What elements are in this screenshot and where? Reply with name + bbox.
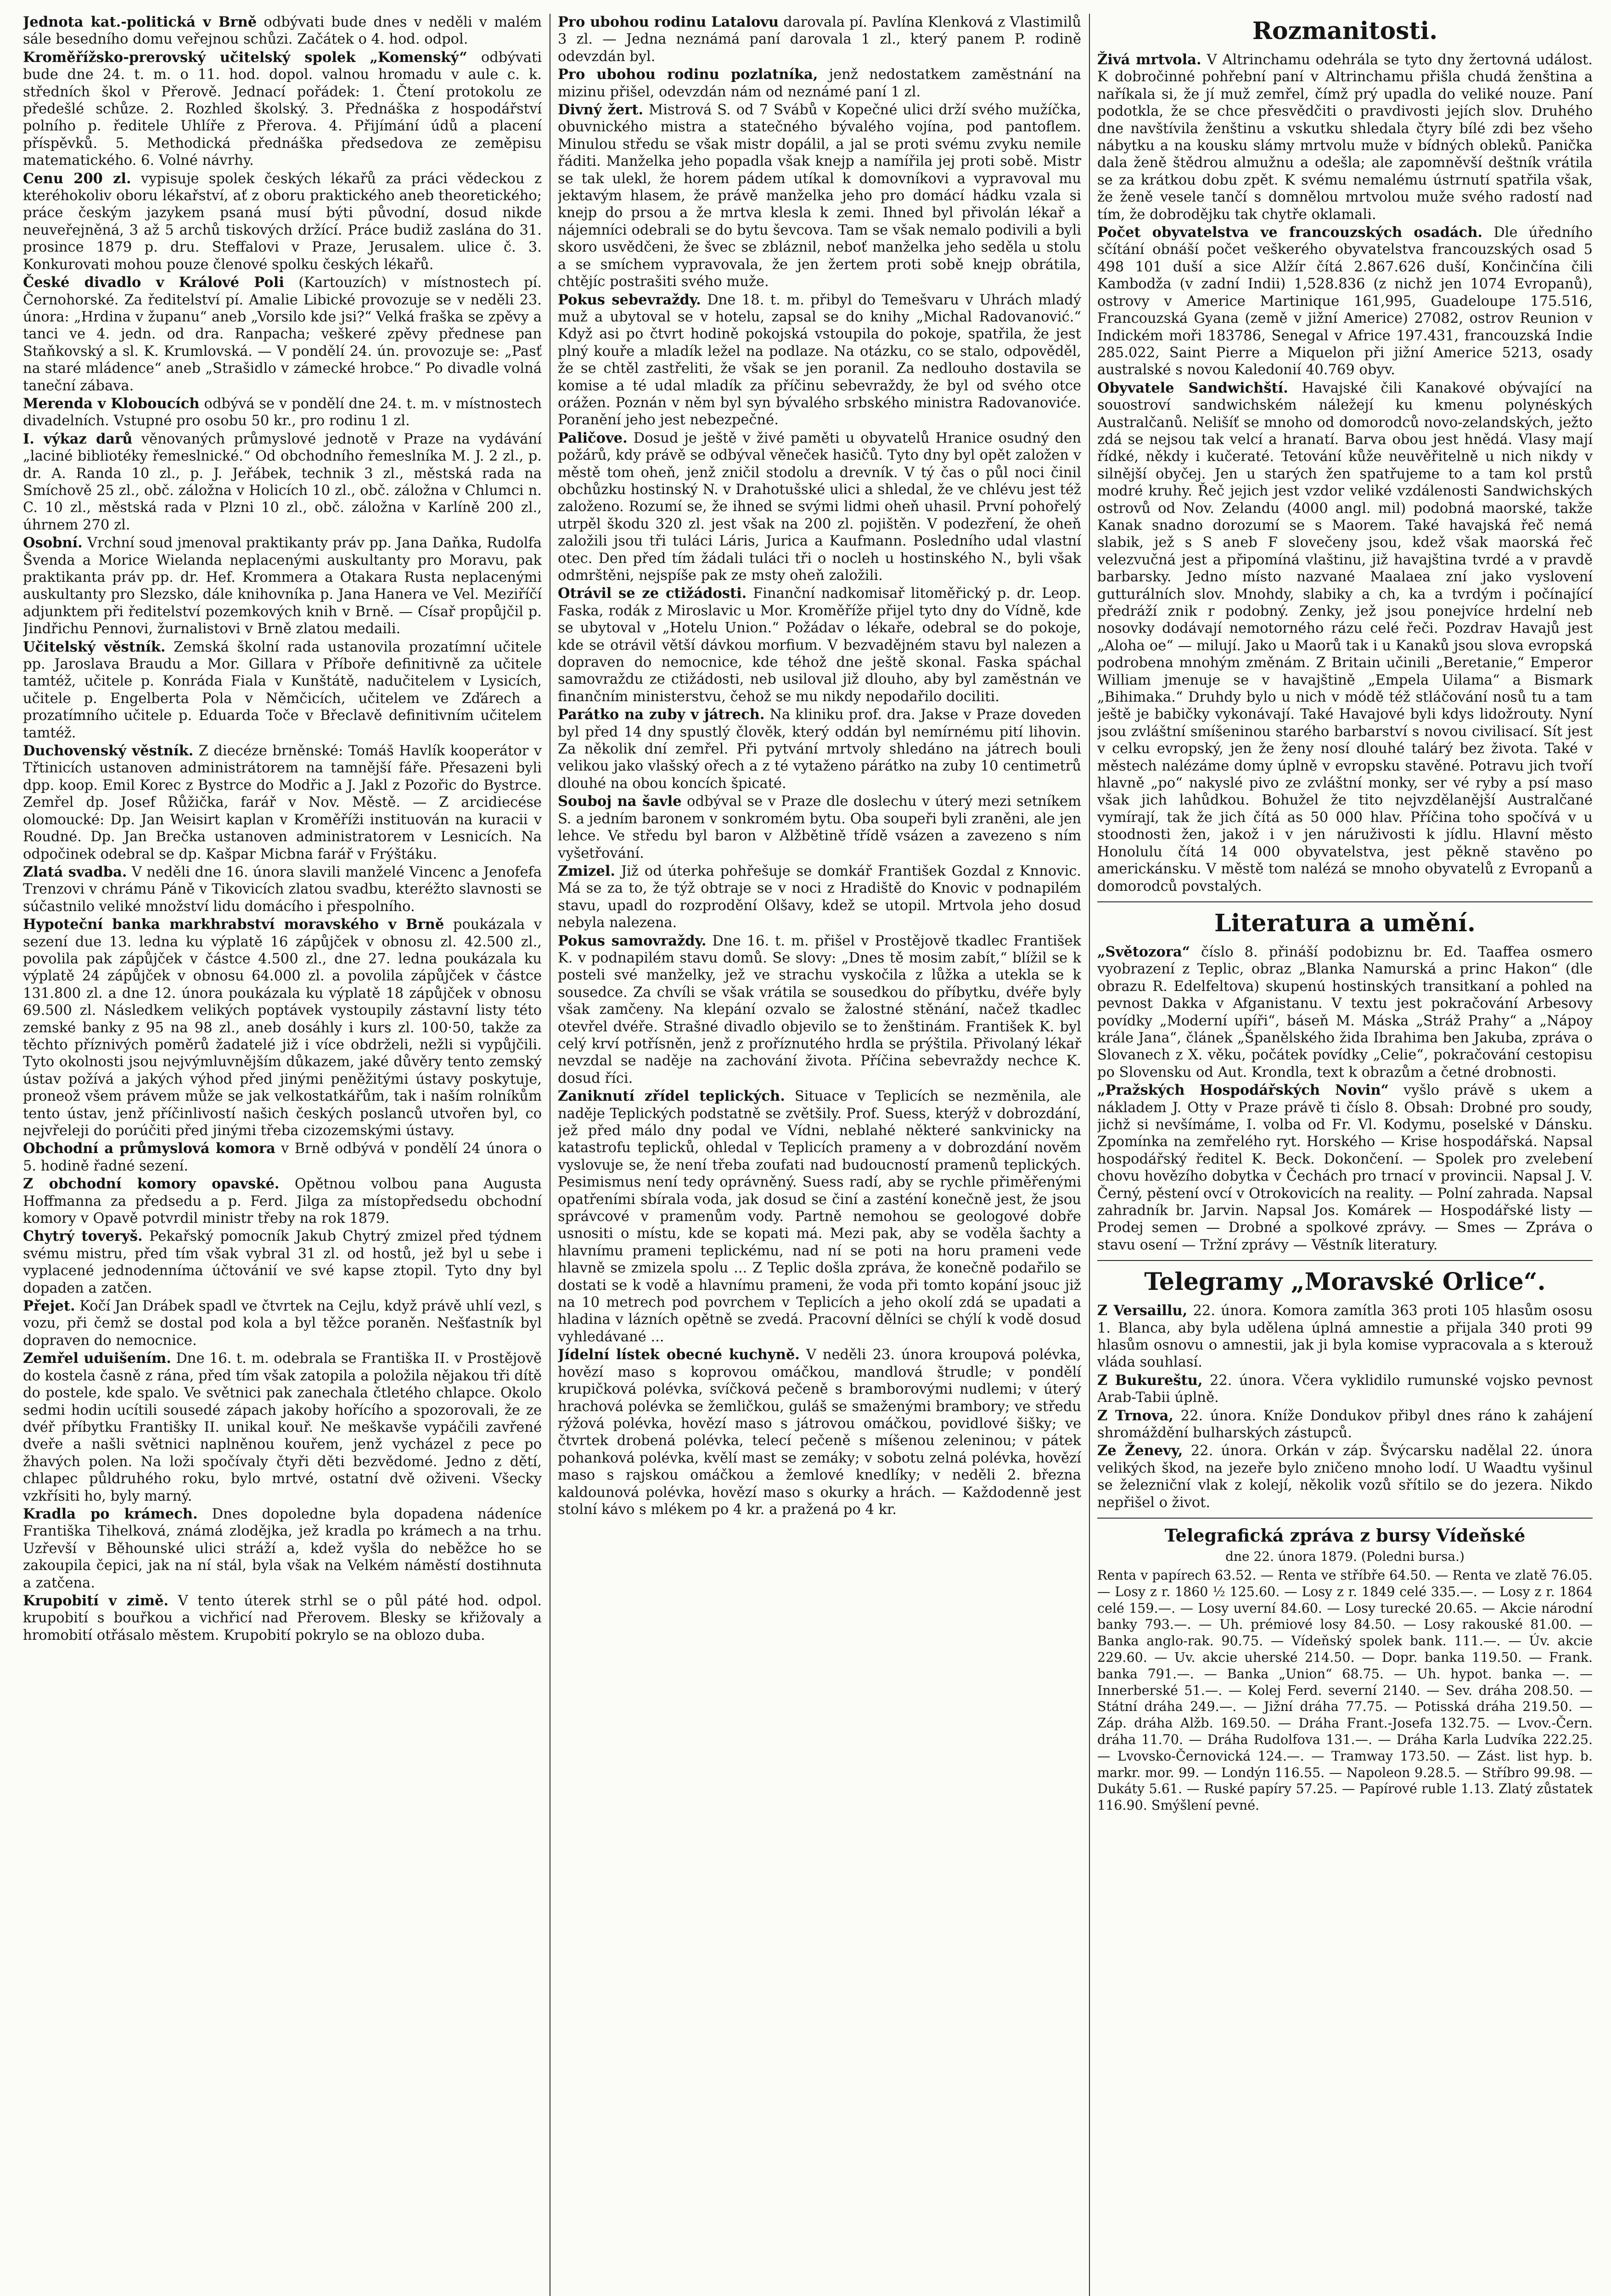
news-item [558,793,1081,862]
news-text: Dne 16. t. m. přišel v Prostějově tkadlec František K. v podnapilém stavu domů. Se slovy: „Dnes tě mosim zabít,“ blížil se k posteli své manželky, jež ve strachu vyskočila z lůžka a utekla se k sousedce. Za chvíli se však vrátila se sousedkou do příbytku, dvéře byly však zamčeny. Na klepání ozvalo se žalostné stěnání, načež tkadlec otevřel dvéře. Strašné divadlo objevilo se to ženštinám. František K. byl celý krví potřísněn, jenž z proříznutého hrdla se prýštila. Přivolaný lékař nevzdal se naděje na zachování života. Příčina sebevraždy nechce K. dosud říci. [558,933,1081,1086]
news-headline: Krupobití v zimě. [23,1592,168,1609]
news-text: Finanční nadkomisař litoměřický p. dr. Leop. Faska, rodák z Miroslavic u Mor. Kroměříže přijel tyto dny do Vídně, kde se ubytoval v „Hotelu Union.“ Požádav o lékaře, odebral se do pokoje, kde se otrávil větší dávkou morfium. V bezvadějném stavu byl nalezen a dopraven do nemocnice, kde téhož dne ještě skonal. Faska spáchal samovraždu ze ctižádosti, neb usiloval již dlouho, aby byl zaměstnán ve finančním ministerstvu, čehož se mu nikdy nepodařilo dociliti. [558,585,1081,705]
news-text: vyšlo právě s ukem a nákladem J. Otty v Praze právě ti číslo 8. Obsah: Drobné pro soudy, jichž si nevšímáme, I. volba od Fr. Vl. Kodymu, poselské v Dánsku. Zpomínka na zemřelého ryt. Horského — Krise hospodářská. Napsal hospodářský ředitel K. Beck. Dokončení. — Spolek pro zvelebení chovu hovězího dobytka v Čechách pro trnací v provincii. Napsal J. V. Černý, pěstení ovcí v Otrokovicích na reality. — Polní zahrada. Napsal zahradník br. Jarvin. Napsal Jos. Komárek — Hospodářské listy — Prodej semen — Drobné a spolkové zprávy. — Smes — Zpráva o stavu osení — Tržní zprávy — Věstník literatury. [1097,1082,1593,1253]
news-item [23,49,542,169]
news-text: V neděli dne 16. února slavili manželé Vincenc a Jenofefa Trenzovi v chrámu Páně v Tikovicích zlatou svadbu, kteréžto slavnosti se súčastnilo veliké množství lidu domácího i přespolního. [23,864,542,915]
news-item [1097,51,1593,223]
news-text: Dosud je ještě v živé paměti u obyvatelů Hranice osudný den požárů, kdy právě se odbýval věneček hasičů. Tyto dny byl opět založen v městě tom oheň, jenž zničil stodolu a drevník. V tý čas o půl noci činil obchůzku hostinský N. v Drahotušské ulici a shledal, že ve chlévu jest též založeno. Rozumí se, že ihned se svými lidmi oheň uhasil. První pohořelý utrpěl škodu 320 zl. jest však na 200 zl. pojištěn. V podezření, že oheň založili jsou tři tuláci Láris, Jurica a Kaufmann. Posledního udal vlastní otec. Den před tím žádali tuláci tři o nocleh u hostinského N., byli však odmrštěni, nejspíše pak ze msty oheň založili. [558,430,1081,584]
telegrams-list [1097,1302,1593,1511]
news-headline: Pokus sebevraždy. [558,291,701,308]
news-item [23,916,542,1139]
news-item [558,585,1081,705]
news-item [1097,1407,1593,1442]
news-text: jenž nedostatkem zaměstnání na mizinu přišel, odevzdán nám od neznámé paní 1 zl. [558,67,1081,100]
news-text: Mistrová S. od 7 Svábů v Kopečné ulici drží svého mužíčka, obuvnického mistra a statečného bývalého vojína, pod pantoflem. Minulou středu se však mistr dopálil, a jal se proti svému zvyku nemile řáditi. Manželka jeho popadla však knejp a namířila jej proti sobě. Mistr se tak ulekl, že horem pádem utíkal k domovníkovi a vypravoval mu jektavým hlasem, že právě manželka jeho pro domácí hádku vzala si knejp do prsou a že mrtva klesla k zemi. Ihned byl přivolán lékař a nájemníci odebrali se do bytu ševcova. Tam se však nemalo podivili a byli skoro usvědčeni, že švec se zbláznil, neboť manželka jeho seděla u stolu a se smíchem vypravovala, že jen žertem proti sobě knejp obrátila, chtějíc postrašiti svého muže. [558,102,1081,290]
news-text: 22. února. Komora zamítla 363 proti 105 hlasům ososu 1. Blanca, aby byla udělena úplná amnestie a přijala 340 proti 99 hlasům osnovu o amnestii, jak ji byla komise vypracovala a s kterouž vláda souhlasí. [1097,1303,1593,1371]
news-headline: Divný žert. [558,101,644,118]
news-item [23,864,542,915]
section-divider [1097,1260,1593,1261]
news-headline: České divadlo v Králové Poli [23,274,284,291]
news-item [558,706,1081,792]
news-headline: Kradla po krámech. [23,1505,198,1522]
news-item [558,1346,1081,1518]
news-text: Pekařský pomocník Jakub Chytrý zmizel před týdnem svému mistru, před tím však vybral 31 zl. od hostů, jež byl u sebe i vyplacené jednodenníma účtovánií ve své kapse ztopil. Tyto dny byl dopaden a zatčen. [23,1228,542,1296]
news-item [558,101,1081,290]
news-text: poukázala v sezení due 13. ledna ku výplatě 16 zápůjček v obnosu zl. 42.500 zl., povolila pak zápůjček v částce 4.500 zl., dne 27. ledna poukázala ku výplatě 24 zápůjček v obnosu 64.000 zl. a povolila zápůjček v částce 131.800 zl. a dne 12. února poukázala ku výplatě 18 zápůjček v obnosu 69.500 zl. Následkem velikých poptávek vystoupily zástavní listy této zemské banky z 95 na 98 zl., aneb dosáhly i kurs zl. 100·50, takže za těchto příznivých poměrů žadatelé již i více obdrželi, nežli si vypůjčili. Tyto okolnosti jsou nejvýmluvnějším důkazem, jaké důvěry tento zemský ústav požívá a jakých výhod před jinými peněžitými ústavy poskytuje, proneož všem právem může se jak velkostatkářům, tak i naším rolníkům tento ústav, jenž příčinlivostí našich českých poslanců utvořen byl, co nejvřeleji do porúčiti před jinými třeba cizozemskými ústavy. [23,917,542,1139]
news-headline: Zmizel. [558,862,616,879]
news-headline: „Světozora“ [1097,943,1190,960]
news-headline: Počet obyvatelstva ve francouzských osadách. [1097,224,1483,241]
news-headline: Z Bukureštu, [1097,1372,1203,1389]
news-headline: Živá mrtvola. [1097,51,1201,68]
news-text: (Kartouzích) v místnostech pí. Černohorské. Za ředitelství pí. Amalie Libické provozuje se v neděli 23. února: „Hrdina v županu“ aneb „Vorsilo kde jsi?“ Velká fraška se zpěvy a tanci ve 4. jedn. od dra. Ranpacha; veškeré zpěvy přednese pan Staňkovský a sl. K. Krumlovská. — V pondělí 24. ún. provozuje se: „Pasť na staré mládence“ aneb „Strašidlo v zámecké hrobce.“ Po divadle volná taneční zábava. [23,275,542,394]
news-text: číslo 8. přináší podobiznu br. Ed. Taaffea osmero vyobrazení z Teplic, obraz „Blanka Namurská a princ Hakon“ (dle obrazu R. Edelfeltova) skupenú hostinských transitkaní a pohled na pevnost Dakka v Afganistanu. V textu jest pokračování Arbesovy povídky „Moderní upíři“, báseň M. Máska „Stráž Prahy“ a „Nápoy krále Jana“, článek „Španělského žida Ibrahima ben Jakuba, zpráva o Slovanech z X. věku, počátek povídky „Celie“, pokračování cestopisu po Slovensku od Aut. Krondla, text k obrazům a četné drobnosti. [1097,944,1593,1080]
news-headline: Obchodní a průmyslová komora [23,1140,275,1157]
section-title-miscellany: Rozmanitosti. [1252,17,1438,45]
news-item [23,14,542,48]
column-3 [1097,14,1593,2296]
news-text: odbývati bude dne 24. t. m. o 11. hod. dopol. valnou hromadu v aule c. k. středních škol v Přerově. Jednací pořádek: 1. Čtení protokolu ze předešlé schůze. 2. Rozhled školský. 3. Přednáška z hospodářství polního p. ředitele Uhlíře z Přerova. 4. Přijímání údů a placení příspěvků. 5. Methodická přednáška předsedova ze zeměpisu matematického. 6. Volné návrhy. [23,49,542,169]
news-text: Dle úředního sčítání obnáší počet veškerého obyvatelstva francouzských osad 5 498 101 duší a sice Alžír čítá 2.867.626 duší, Končinčína čili Kambodža (v zadní Indii) 1,528.836 (z nichž jen 1074 Evropanů), ostrovy v Americe Martinique 161,995, Guadeloupe 175.516, Francouzská Gyana (země v jižní Americe) 27082, ostrov Reunion v Indickém moři 183786, Senegal v Africe 197.431, francouzská Indie 285.022, Saint Pierre a Miquelon při jižní Americe 5213, osady australské s novou Kaledonií 40.769 obyv. [1097,225,1593,378]
section-title-telegrams: Telegramy „Moravské Orlice“. [1144,1268,1546,1296]
news-headline: Přejet. [23,1298,75,1315]
news-text: V neděli 23. února kroupová polévka, hovězí maso s koprovou omáčkou, mandlová štrudle; v pondělí krupičková polévka, svíčková pečeně s bramborovými nudlemi; v úterý hrachová polévka se žemličkou, guláš se smaženými brambory; ve středu rýžová polévka, hovězí maso s játrovou omáčkou, povidlové šišky; ve čtvrtek drobená polévka, telecí pečeně s míšenou zeleninou; v pátek pohanková polévka, kvělí mast se zemáky; v sobotu zelná polévka, hovězí maso s rajskou omáčkou a žemlové knedlíky; v neděli 2. března kaldounová polévka, hovězí maso s okurky a hrách. — Každodenně jest stolní kávo s mlékem po 4 kr. a pražená po 4 kr. [558,1347,1081,1518]
news-text: v Brně odbývá v pondělí 24 února o 5. hodině řadné sezení. [23,1141,542,1174]
section-divider [1097,901,1593,902]
news-headline: Pro ubohou rodinu pozlatníka, [558,66,818,83]
news-item [23,1140,542,1175]
news-item [23,170,542,273]
news-text: 22. února. Včera vyklidilo rumunské vojsko pevnost Arab-Tabii úplně. [1097,1372,1593,1406]
news-item [23,743,542,863]
news-text: Havajské čili Kanakové obývající na souostroví sandwichském náležejí ku kmenu polynéských Australčanů. Nelišíť se mnoho od domorodců novo-zelandských, ježto zdá se nejsou tak velcí a hranatí. Barva obou jest hnědá. Vlasy mají řídké, někdy i kučeraté. Tetování kůže neuvěřitelně u nich nikdy v silnější obyčej. Jen u starých žen spatřujeme to a tam kol prstů modré kruhy. Řeč jejich jest vzdor veliké vzdálenosti Sandwichských ostrovů od Nov. Zelandu (4000 angl. mil) podobná maorské, takže Kanak snadno dorozumí se s Maorem. Také havajská řeč nemá slabik, jež s S aneb F slovečeny jsou, kdež však maorská řeč velezvučná jest a připomíná vlaštinu, již havajština tvrdé a v pravdě barbarsky. Jedno místo nazvané Maalaea zní jako vyslovení gutturálních slov. Mnohdy, slabiky a ch, ka a tvrdým i počínající předráží znik r podobný. Zenky, jež jsou ponejvíce hrdelní neb nosovky dodávají nemotorného rázu celé řeči. Pozdrav Havajů jest „Aloha oe“ — milují. Jako u Maorů tak i u Kanaků jsou slova evropská podrobena mnohým změnám. Z Britain učinili „Beretanie,“ Emperor William jmenuje se v havajštině „Empela Uilama“ a Bismark „Bihimaka.“ Druhdy bylo u nich v módě též stláčování nosů tu a tam ještě je babičky vykonávají. Také Havajové byli kdys lidožrouty. Nyní jsou zvláštní smíšeninou starého barbarství s novou civilisací. Sít jest v celku evropský, jen že ženy nosí dlouhé talárý bez života. Také v městech nalézáme domy úplně v evropsku stavěné. Potravu jich tvoří hlavně „po“ nakyslé pivo ze zvláštní monky, ser vé ryby a psí maso však jich lahůdkou. Bohužel že tito nejvzdělanější Australčané vymírají, tak že jich čítá as 50 000 hlav. Příčina toho spočívá v u stoodnosti žen, jakož i v jen náruživosti k jídlu. Hlavní město Honolulu čítá 14 000 obyvatelstva, jest pěkně stavěno po americkánsku. V městě tom nalézá se mnoho obyvatelů z Evropanů a domorodců povstalých. [1097,380,1593,895]
news-headline: Zlatá svadba. [23,863,127,880]
news-headline: Učitelský věstník. [23,638,166,655]
news-item [23,639,542,742]
news-item [23,274,542,394]
news-item [558,66,1081,101]
news-item [23,1298,542,1349]
news-text: Z diecéze brněnské: Tomáš Havlík kooperátor v Třtinicích ustanoven administrátorem na tamnější fáře. Přesazeni byli dpp. koop. Emil Korec z Bystrce do Modřic a J. Jakl z Pozořic do Bystrce. Zemřel dp. Josef Růžička, farář v Nov. Městě. — Z arcidiecése olomoucké: Dp. Jan Weisirt kaplan v Kroměříži instituován na kuracii v Roudné. Dp. Jan Brečka ustanoven administratorem v Lesnicích. Na odpočinek odebral se dp. Kašpar Micbna farář v Frýštáku. [23,743,542,862]
miscellany-list [1097,51,1593,895]
news-headline: Obyvatele Sandwichští. [1097,379,1288,396]
news-item [23,1350,542,1505]
news-text: Dne 16. t. m. odebrala se Františka II. v Prostějově do kostela časně z rána, před tím však zatopila a položila nějakou tři dítě do postele, kde spalo. Ve světnici pak zanechala čtletého chlapce. Okolo sedmi hodin ucítili sousedé zápach jakoby hořícího a spozorovali, že ze dvéř příbytku Františky II. unikal kouř. Ne meškavše vypáčili zavřené dveře a našli světnici naplněnou kouřem, jenž vycházel z pece po žhavých polen. Na loži spočívaly čtyři děti bezvědomé. Jedno z dětí, chlapec půldruhého roku, bylo mrtvé, ostatní dvě oživeni. Všecky vzkřísiti ho, byly marný. [23,1351,542,1504]
news-item [1097,1302,1593,1371]
news-text: Opětnou volbou pana Augusta Hoffmanna za předsedu a p. Ferd. Jilga za místopředsedu obchodní komory v Opavě potvrdil ministr třeby na rok 1879. [23,1176,542,1227]
news-text: Vrchní soud jmenoval praktikanty práv pp. Jana Daňka, Rudolfa Švenda a Morice Wielanda neplacenými auskultanty pro Moravu, pak praktikanta práv pp. dr. Hef. Krommera a Otakara Rusta neplacenými auskultanty pro Slezsko, dále knihovníka p. Jana Hanera ve Vel. Meziříčí adjunktem při ředitelství pozemkových knih v Brně. — Císař propůjčil p. Jindřichu Pennovi, žurnalistovi v Brně zlatou medaili. [23,535,542,637]
news-headline: Duchovenský věstník. [23,743,194,760]
news-headline: Paličove. [558,429,628,446]
exchange-rates: Renta v papírech 63.52. — Renta ve stříbře 64.50. — Renta ve zlatě 76.05. — Losy z r. 1860 ½ 125.60. — Losy z r. 1849 celé 335.—. — Losy z r. 1864 celé 159.—. — Losy uverní 84.60. — Losy turecké 20.65. — Akcie národní banky 793.—. — Uh. prémiové losy 84.50. — Losy rakouské 81.00. — Banka anglo-rak. 90.75. — Vídeňský spolek bank. 111.—. — Úv. akcie 229.60. — Uv. akcie uherské 214.50. — Dopr. banka 119.50. — Frank. banka 791.—. — Banka „Union“ 68.75. — Uh. hypot. banka —. — Innerberské 51.—. — Kolej Ferd. severní 2140. — Sev. dráha 208.50. — Státní dráha 249.—. — Jižní dráha 77.75. — Potisská dráha 219.50. — Záp. dráha Alžb. 169.50. — Dráha Frant.-Josefa 132.75. — Lvov.-Čern. dráha 11.70. — Dráha Rudolfova 131.—. — Dráha Karla Ludvíka 222.25. — Lvovsko-Černovická 124.—. — Tramway 173.50. — Zást. list hyp. b. markr. mor. 99. — Londýn 116.55. — Napoleon 9.28.5. — Stříbro 99.98. — Dukáty 5.61. — Ruské papíry 57.25. — Papírové ruble 1.13. Zlatý zůstatek 116.90. Smýšlení pevné. [1097,1568,1593,1813]
news-item [558,1088,1081,1345]
news-item [23,535,542,637]
column-1 [23,14,542,2296]
news-text: Zemská školní rada ustanovila prozatímní učitele pp. Jaroslava Braudu a Mor. Gillara v Příboře definitivně za učitele tamtéž, učitele p. Konráda Fiala v Kunštátě, nadučitelem v Lysicích, učitele p. Engelberta Pola v Němčicích, učitelem ve Zďárech a prozatímního učitele p. Eduarda Toče v Břeclavě definitivním učitelem tamtéž. [23,639,542,741]
news-item [1097,1082,1593,1254]
news-headline: Otrávil se ze ctižádosti. [558,585,747,602]
news-headline: Parátko na zuby v játrech. [558,706,765,723]
news-headline: Chytrý toveryš. [23,1228,143,1245]
news-text: Dne 18. t. m. přibyl do Temešvaru v Uhrách mladý muž a ubytoval se v hotelu, zapsal se do knihy „Michal Radovanović.“ Když asi po čtvrt hodině pokojská vstoupila do pokoje, spatřila, že jest plný kouře a mladík ležel na podlaze. Na otázku, co se stalo, odpověděl, že se chtěl zastřeliti, že však se jen poranil. Za nedlouho dostavila se komise a té udal mladík za příčinu sebevraždy, že byl od svého otce orážen. Poznán v něm byl syn bývalého srbského ministra Radovanoviće. Poranění jeho jest nebezpečné. [558,292,1081,428]
news-headline: Z obchodní komory opavské. [23,1176,280,1193]
news-text: vypisuje spolek českých lékařů za práci vědeckou z kteréhokoliv oboru lékařství, ať z oboru praktického aneb theoretického; práce českým jazykem psaná musí býti původní, dosud nikde neuveřejněná, 3 až 5 archů tiskových držící. Práce budiž zaslána do 31. prosince 1879 p. dru. Steffalovi v Praze, Jerusalem. ulice č. 3. Konkurovati mohou pouze členové spolku českých lékařů. [23,170,542,273]
news-item [1097,1372,1593,1407]
news-item [1097,224,1593,379]
news-headline: Souboj na šavle [558,793,682,810]
exchange-date: dne 22. února 1879. (Poledni bursa.) [1225,1549,1465,1564]
news-headline: I. výkaz darů [23,430,133,447]
news-item [1097,380,1593,895]
news-headline: Hypoteční banka markhrabství moravského v Brně [23,916,444,933]
news-text: Situace v Teplicích se nezměnila, ale naděje Teplických podstatně se zvětšily. Prof. Suess, kterýž v dobrozdání, jež před málo dny podal ve Vídni, neblahé některé sankvinicky na katastrofu teplicků, ohledal v Teplicích prameny a v dobrozdání nověm vyslovuje se, že není třeba zoufati nad budoucností pramenů teplických. Pesimismus není tedy oprávněný. Suess radí, aby se rychle přiměřenými opatřeními sbírala voda, jak dosud se činí a zasténí konečně jest, že jsou správcové v pramenům vody. Partně nemohou se geologové dobře usnositi o místu, kde se kopati má. Mezi pak, aby se voděla šachty a hlavnímu prameni teplickému, nad ní se poti na horu prameni vede hlavně se zmizela spolu ... Z Teplic došla zpráva, že konečně podařilo se dostati se k vodě a hlavnímu prameni, že voda při tomto kopání jsouc již na 10 metrech pod povrchem v Teplicích a jeho okolí zdá se upadati a hladina v lázních opětně se zvedá. Pracovní dělníci se chýlí k vodě dosud vyhledávané ... [558,1088,1081,1345]
news-headline: Zaniknutí zřídel teplických. [558,1088,785,1105]
news-headline: Merenda v Kloboucích [23,395,200,412]
exchange-title: Telegrafická zpráva z bursy Vídeňské [1164,1525,1526,1546]
news-headline: Pro ubohou rodinu Latalovu [558,14,779,30]
news-text: V Altrinchamu odehrála se tyto dny žertovná událost. K dobročinné pohřební paní v Altrinchamu přišla chudá ženština a naříkala si, že jí muž zemřel, čímž prý upadla do veliké nouze. Paní podotkla, že se chce přesvědčiti o pravdivosti jejích slov. Druhého dne navštívila ženštinu a vskutku shledala čtyry bílé zdi bez všeho nábytku a na kousku slámy mrtvolu muže v bídných obleků. Panička dala ženě štědrou almužnu a odešla; ale zapomněvší deštník vrátila se za krátkou dobu zpět. K svému nemalému ústrnutí spatřila však, že ženě vesele tančí s domnělou mrtvolou muže svého radostí nad tím, že dobrodějku tak chytře oklamali. [1097,52,1593,223]
news-item [1097,944,1593,1081]
news-headline: Osobní. [23,535,83,551]
news-item [1097,1442,1593,1511]
news-headline: „Pražských Hospodářských Novin“ [1097,1082,1389,1099]
section-title-literature: Literatura a umění. [1214,909,1476,937]
news-headline: Pokus samovraždy. [558,932,707,949]
news-item [558,933,1081,1087]
news-headline: Zemřel uduišením. [23,1350,171,1367]
literature-list [1097,944,1593,1254]
news-text: 22. února. Kníže Dondukov přibyl dnes ráno k zahájení shromáždění bulharských zástupců. [1097,1407,1593,1441]
news-headline: Kroměřížsko-prerovský učitelský spolek „Komenský“ [23,49,467,66]
news-text: Dnes dopoledne byla dopadena nádeníce Františka Tihelková, známá zlodějka, jež kradla po krámech a na trhu. Uzřevší v Běhounské ulici stráží a, kdež vyšla do neběžce ho se zakoupila čepici, jak na ní stál, byla však na Velkém náměstí dostihnuta a zatčena. [23,1506,542,1591]
news-text: odbývá se v pondělí dne 24. t. m. v místnostech divadelních. Vstupné pro osobu 50 kr., pro rodinu 1 zl. [23,395,542,429]
news-headline: Cenu 200 zl. [23,170,131,187]
news-text: Již od úterka pohřešuje se domkář František Gozdal z Knnovic. Má se za to, že týž obtraje se v noci z Hradiště do Knovic v podnapilém stavu, upadl do rozprodění Olšavy, kdež se utopil. Mrtvola jeho dosud nebyla nalezena. [558,863,1081,931]
news-headline: Ze Ženevy, [1097,1442,1183,1459]
news-item [23,1593,542,1644]
news-text: odbývati bude dnes v neděli v malém sále besedního domu veřejnou schůzi. Začátek o 4. hod. odpol. [23,14,542,48]
news-item [23,431,542,534]
news-item [558,292,1081,429]
news-text: Na kliniku prof. dra. Jakse v Praze doveden byl před 14 dny spustlý člověk, který oddán byl nemírnému pití lihovin. Za několik dní zemřel. Při pytvání mrtvoly shledáno na játrech bouli velikou jako vlašský ořech a z té vytaženo párátko na zuby 10 centimetrů dlouhé na obou koncích špicaté. [558,707,1081,792]
news-headline: Jídelní lístek obecné kuchyně. [558,1346,800,1363]
column-rule [1089,14,1090,2296]
news-item [23,1228,542,1297]
news-headline: Z Trnova, [1097,1407,1174,1424]
section-divider [1097,1518,1593,1519]
news-item [558,863,1081,932]
news-item [23,395,542,430]
news-headline: Z Versaillu, [1097,1302,1188,1319]
news-text: odbýval se v Praze dle doslechu v úterý mezi setníkem S. a jedním baronem v sonkromém bytu. Oba soupeři byli zraněni, ale jen lehce. Ve středu byl baron v Alžbětině třídě vsázen a zavezeno s ním vyšetřování. [558,793,1081,861]
news-text: darovala pí. Pavlína Klenková z Vlastimilů 3 zl. — Jedna neznámá paní darovala 1 zl., který panem P. rodině odevzdán byl. [558,14,1081,65]
news-item [23,1506,542,1592]
news-text: Kočí Jan Drábek spadl ve čtvrtek na Cejlu, když právě uhlí vezl, s vozu, při čemž se dostal pod kola a byl těžce poraněn. Nešťastník byl dopraven do nemocnice. [23,1298,542,1349]
news-item [23,1176,542,1227]
news-text: 22. února. Orkán v záp. Švýcarsku nadělal 22. února velikých škod, na jezeře bylo zničeno mnoho lodí. U Waadtu vyšinul se železniční vlak z kolejí, několik vozů sřítilo se do jezera. Nikdo nepřišel o život. [1097,1443,1593,1511]
news-item [558,14,1081,65]
column-2 [558,14,1081,2296]
news-text: V tento úterek strhl se o půl páté hod. odpol. krupobití s bouřkou a vichřicí nad Přerovem. Blesky se křižovaly a hromobití otřásalo městem. Krupobití pokrylo se na oblozo duba. [23,1593,542,1643]
news-headline: Jednota kat.-politická v Brně [23,14,257,30]
news-item [558,430,1081,585]
news-text: věnovaných průmyslové jednotě v Praze na vydávání „laciné bibliotéky řemeslnické.“ Od obchodního řemeslníka M. J. 2 zl., p. dr. A. Randa 10 zl., p. J. Jeřábek, technik 3 zl., městská rada na Smíchově 25 zl., obč. záložna v Holicích 10 zl., obč. záložna v Chlumci n. C. 10 zl., městská rada v Plzni 10 zl., obč. záložna v Karlíně 200 zl., úhrnem 270 zl. [23,431,542,533]
